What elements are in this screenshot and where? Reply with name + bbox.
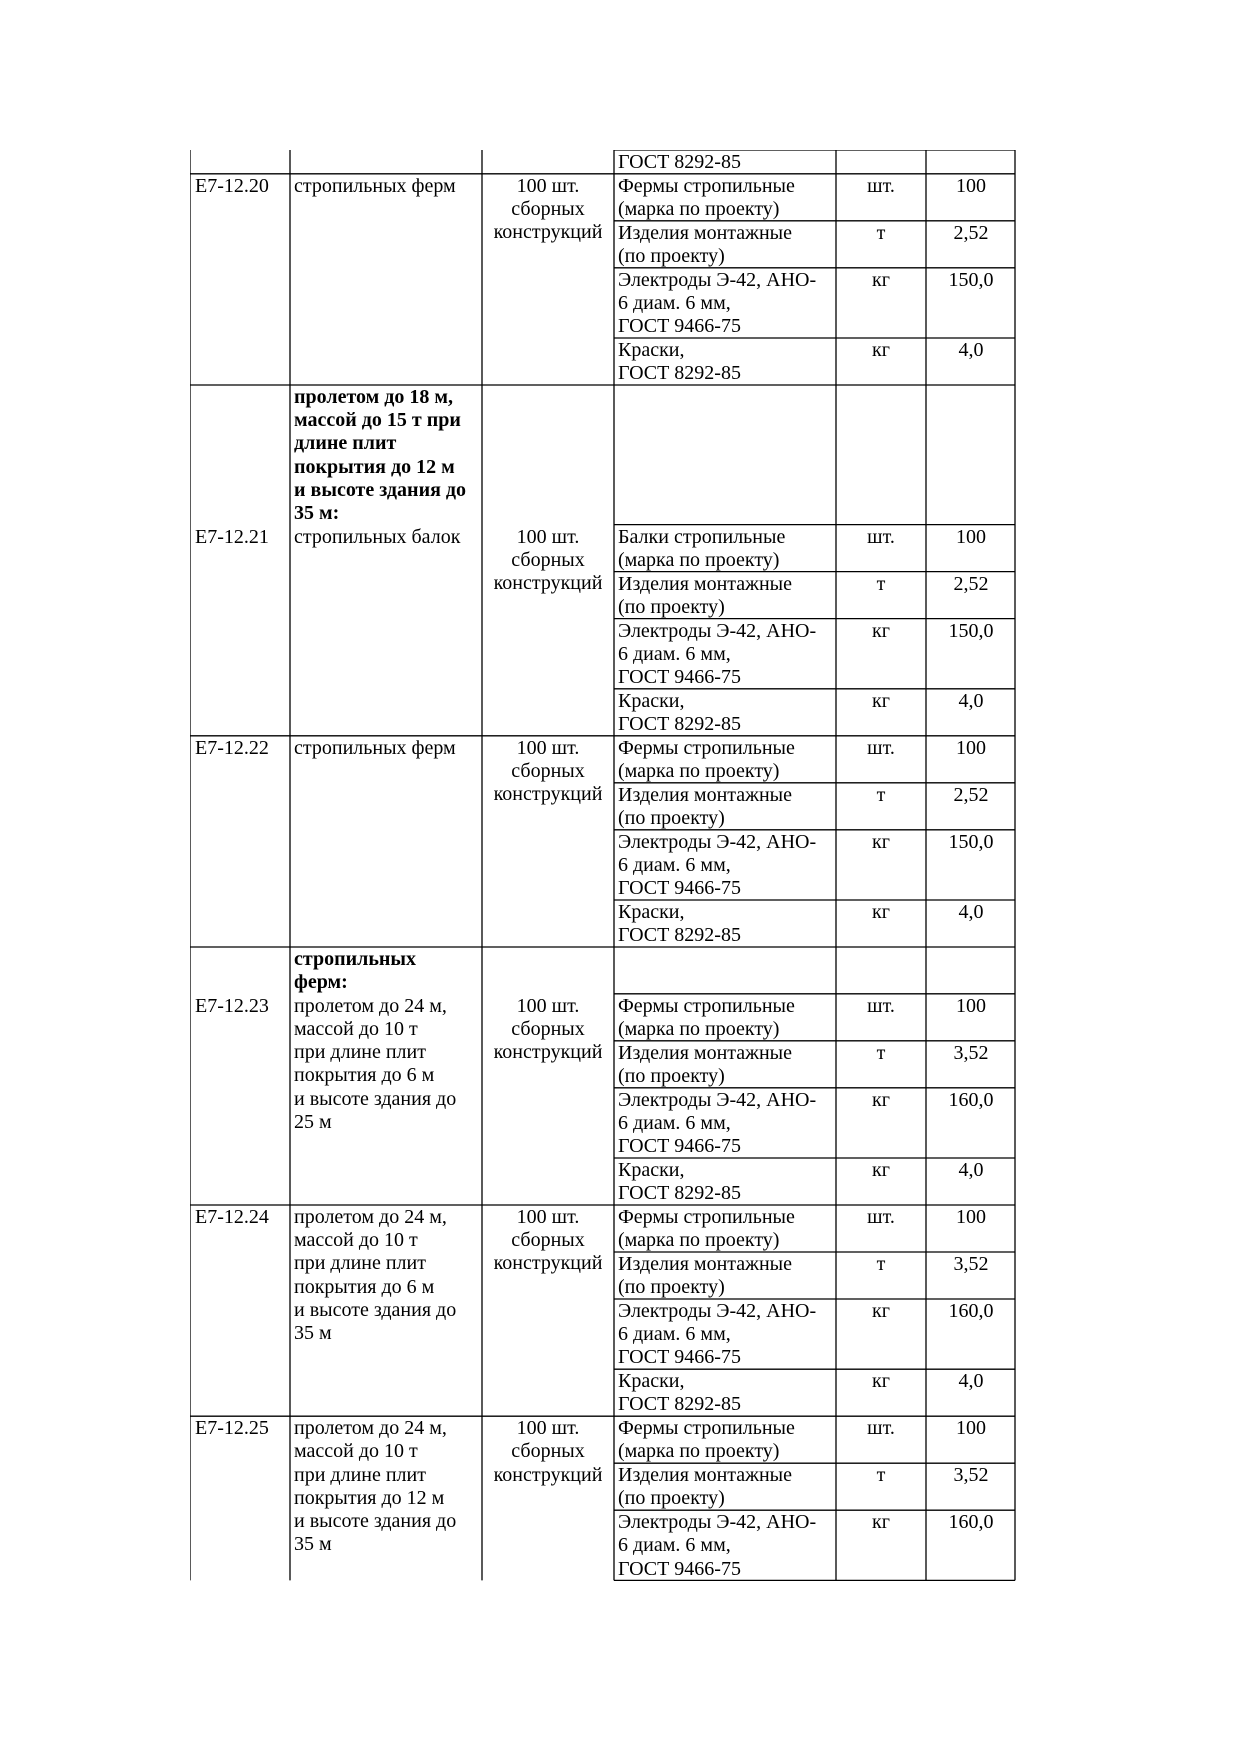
norm-code: Е7-12.20 <box>195 174 269 197</box>
resource-unit: т <box>876 1253 886 1275</box>
resource-unit: кг <box>872 1511 890 1534</box>
measure-unit-line: 100 шт. <box>516 1206 580 1228</box>
norm-description-line: массой до 10 т <box>294 1440 418 1463</box>
resource-name-line: Краски, <box>618 1370 685 1393</box>
resource-unit: кг <box>872 1300 890 1322</box>
resource-name-line: ГОСТ 8292-85 <box>618 151 741 173</box>
resource-name-line: Изделия монтажные <box>618 572 792 595</box>
measure-unit-line: 100 шт. <box>516 994 580 1017</box>
norm-description-line: 35 м <box>294 1322 332 1344</box>
resource-unit: шт. <box>867 994 895 1017</box>
resource-qty: 160,0 <box>948 1511 994 1534</box>
norm-code: Е7-12.23 <box>195 994 269 1017</box>
resource-name-line: ГОСТ 9466-75 <box>618 666 741 688</box>
resource-name-line: Краски, <box>618 689 685 712</box>
resource-unit: т <box>876 221 886 244</box>
resource-qty: 160,0 <box>948 1300 994 1322</box>
resource-qty: 3,52 <box>953 1464 989 1487</box>
resource-qty: 150,0 <box>948 830 994 853</box>
resource-name-line: Фермы стропильные <box>618 174 795 197</box>
resource-unit: кг <box>872 268 890 291</box>
norm-description-line: и высоте здания до <box>294 1510 457 1532</box>
resource-name-line: 6 диам. 6 мм, <box>618 1323 731 1346</box>
measure-unit-line: 100 шт. <box>516 525 580 548</box>
resource-unit: т <box>876 1464 886 1487</box>
resource-name-line: ГОСТ 8292-85 <box>618 362 741 385</box>
norm-description-line: стропильных балок <box>294 525 461 548</box>
resource-name-line: (марка по проекту) <box>618 198 780 220</box>
resource-name-line: Электроды Э-42, АНО- <box>618 268 817 291</box>
resource-unit: т <box>876 783 886 806</box>
resource-qty: 100 <box>956 994 986 1017</box>
resource-name-line: (марка по проекту) <box>618 1229 780 1252</box>
norm-description-line: пролетом до 24 м, <box>294 994 447 1017</box>
resource-name-line: 6 диам. 6 мм, <box>618 1534 731 1557</box>
resource-qty: 2,52 <box>953 221 989 244</box>
norm-code: Е7-12.24 <box>195 1206 269 1228</box>
resource-name-line: (по проекту) <box>618 595 725 618</box>
resource-name-line: (по проекту) <box>618 1487 725 1510</box>
measure-unit-line: сборных <box>511 198 585 220</box>
resource-qty: 100 <box>956 1417 986 1440</box>
resource-name-line: Электроды Э-42, АНО- <box>618 1088 817 1111</box>
resource-name-line: Изделия монтажные <box>618 1253 792 1275</box>
resource-name-line: Краски, <box>618 339 685 361</box>
resource-qty: 160,0 <box>948 1088 994 1111</box>
measure-unit-line: конструкций <box>493 1463 603 1486</box>
resource-name-line: Электроды Э-42, АНО- <box>618 830 817 853</box>
resource-name-line: (марка по проекту) <box>618 548 780 571</box>
resource-name-line: Фермы стропильные <box>618 736 795 759</box>
measure-unit-line: конструкций <box>493 783 603 806</box>
norm-description-line: массой до 10 т <box>294 1018 418 1040</box>
section-heading-line: 35 м: <box>294 502 340 524</box>
measure-unit-line: конструкций <box>493 1041 603 1064</box>
resource-name-line: Изделия монтажные <box>618 1464 792 1487</box>
norm-code: Е7-12.25 <box>195 1417 269 1440</box>
resource-name-line: Балки стропильные <box>618 525 786 548</box>
resource-name-line: ГОСТ 9466-75 <box>618 877 741 900</box>
resource-name-line: Изделия монтажные <box>618 221 792 244</box>
section-heading-line: пролетом до 18 м, <box>294 386 454 408</box>
norm-description-line: при длине плит <box>294 1463 426 1486</box>
resource-unit: кг <box>872 619 890 642</box>
measure-unit-line: 100 шт. <box>516 1417 580 1440</box>
resource-qty: 100 <box>956 525 986 548</box>
resource-qty: 4,0 <box>958 1159 984 1181</box>
resource-name-line: Краски, <box>618 1159 685 1181</box>
norm-description-line: покрытия до 6 м <box>294 1064 435 1087</box>
resource-name-line: (марка по проекту) <box>618 1440 780 1463</box>
norm-description-line: 35 м <box>294 1533 332 1556</box>
resource-name-line: Изделия монтажные <box>618 783 792 806</box>
resource-name-line: ГОСТ 8292-85 <box>618 1182 741 1205</box>
measure-unit-line: 100 шт. <box>516 174 580 197</box>
resource-name-line: (марка по проекту) <box>618 1018 780 1040</box>
resource-qty: 100 <box>956 174 986 197</box>
measure-unit-line: сборных <box>511 760 585 782</box>
resource-name-line: Электроды Э-42, АНО- <box>618 1300 817 1322</box>
resource-name-line: ГОСТ 9466-75 <box>618 1135 741 1158</box>
measure-unit-line: конструкций <box>493 221 603 244</box>
measure-unit-line: сборных <box>511 1229 585 1252</box>
resource-unit: кг <box>872 901 890 923</box>
resource-name-line: (по проекту) <box>618 1065 725 1087</box>
norm-description-line: и высоте здания до <box>294 1298 457 1321</box>
norm-description-line: покрытия до 6 м <box>294 1275 435 1298</box>
resource-unit: шт. <box>867 1206 895 1228</box>
resource-qty: 3,52 <box>953 1253 989 1275</box>
resource-unit: кг <box>872 1159 890 1181</box>
resource-name-line: 6 диам. 6 мм, <box>618 642 731 665</box>
norm-description-line: при длине плит <box>294 1041 426 1064</box>
measure-unit-line: сборных <box>511 548 585 571</box>
measure-unit-line: сборных <box>511 1440 585 1463</box>
table-grid <box>190 150 1020 1600</box>
measure-unit-line: конструкций <box>493 1252 603 1275</box>
norm-description-line: при длине плит <box>294 1252 426 1275</box>
norm-description-line: пролетом до 24 м, <box>294 1417 447 1440</box>
norm-description-line: стропильных ферм <box>294 174 456 197</box>
resource-name-line: ГОСТ 9466-75 <box>618 1557 741 1580</box>
section-heading-line: ферм: <box>294 971 348 994</box>
resource-name-line: ГОСТ 8292-85 <box>618 1393 741 1416</box>
resource-name-line: Фермы стропильные <box>618 994 795 1017</box>
resource-name-line: Электроды Э-42, АНО- <box>618 619 817 642</box>
resource-name-line: (по проекту) <box>618 245 725 267</box>
norm-description-line: и высоте здания до <box>294 1087 457 1110</box>
measure-unit-line: 100 шт. <box>516 736 580 759</box>
resource-unit: кг <box>872 689 890 712</box>
norm-description-line: покрытия до 12 м <box>294 1486 445 1509</box>
resource-qty: 3,52 <box>953 1041 989 1064</box>
resource-unit: т <box>876 1041 886 1064</box>
resource-name-line: ГОСТ 8292-85 <box>618 924 741 947</box>
resource-qty: 100 <box>956 736 986 759</box>
resource-unit: шт. <box>867 525 895 548</box>
section-heading-line: массой до 15 т при <box>294 409 461 432</box>
norm-description-line: стропильных ферм <box>294 736 456 759</box>
resource-unit: кг <box>872 830 890 853</box>
norms-table <box>190 150 1020 1600</box>
measure-unit-line: сборных <box>511 1018 585 1040</box>
norm-code: Е7-12.21 <box>195 525 269 548</box>
resource-qty: 2,52 <box>953 572 989 595</box>
norm-description-line: 25 м <box>294 1110 332 1133</box>
section-heading-line: и высоте здания до <box>294 478 467 501</box>
resource-name-line: 6 диам. 6 мм, <box>618 854 731 876</box>
section-heading-line: покрытия до 12 м <box>294 455 455 478</box>
norm-code: Е7-12.22 <box>195 736 269 759</box>
resource-unit: шт. <box>867 174 895 197</box>
section-heading-line: длине плит <box>294 432 397 455</box>
resource-qty: 4,0 <box>958 1370 984 1393</box>
resource-name-line: (по проекту) <box>618 807 725 829</box>
resource-qty: 4,0 <box>958 901 984 923</box>
resource-name-line: Фермы стропильные <box>618 1417 795 1440</box>
resource-qty: 4,0 <box>958 339 984 361</box>
resource-qty: 2,52 <box>953 783 989 806</box>
resource-unit: т <box>876 572 886 595</box>
resource-unit: кг <box>872 1370 890 1393</box>
norm-description-line: пролетом до 24 м, <box>294 1206 447 1228</box>
section-heading-line: стропильных <box>294 948 417 970</box>
resource-unit: кг <box>872 339 890 361</box>
resource-name-line: ГОСТ 9466-75 <box>618 315 741 338</box>
resource-name-line: (по проекту) <box>618 1276 725 1299</box>
measure-unit-line: конструкций <box>493 572 603 594</box>
resource-name-line: 6 диам. 6 мм, <box>618 1112 731 1134</box>
resource-qty: 4,0 <box>958 689 984 712</box>
resource-name-line: (марка по проекту) <box>618 760 780 782</box>
resource-name-line: Фермы стропильные <box>618 1206 795 1228</box>
resource-unit: шт. <box>867 1417 895 1440</box>
norm-description-line: массой до 10 т <box>294 1229 418 1252</box>
resource-unit: кг <box>872 1088 890 1111</box>
resource-qty: 150,0 <box>948 619 994 642</box>
resource-name-line: Электроды Э-42, АНО- <box>618 1511 817 1534</box>
resource-name-line: ГОСТ 9466-75 <box>618 1346 741 1369</box>
resource-name-line: ГОСТ 8292-85 <box>618 713 741 735</box>
resource-unit: шт. <box>867 736 895 759</box>
resource-qty: 100 <box>956 1206 986 1228</box>
resource-name-line: Изделия монтажные <box>618 1041 792 1064</box>
resource-name-line: 6 диам. 6 мм, <box>618 292 731 314</box>
resource-name-line: Краски, <box>618 901 685 923</box>
resource-qty: 150,0 <box>948 268 994 291</box>
